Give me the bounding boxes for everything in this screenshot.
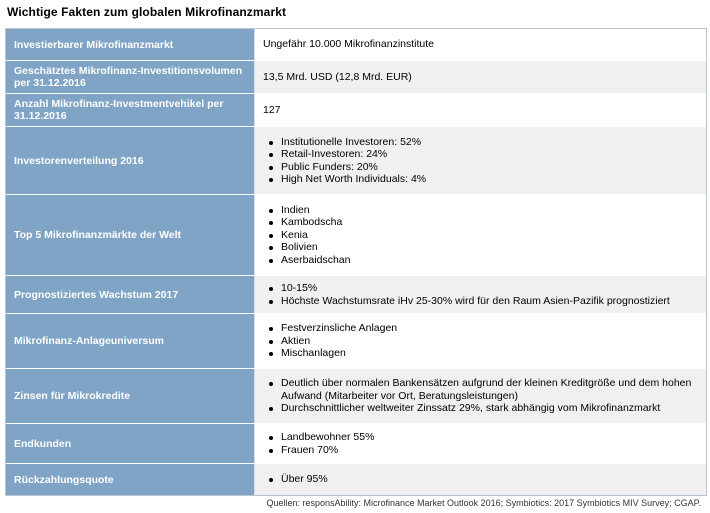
list-item: Landbewohner 55% (281, 431, 375, 443)
row-value (254, 369, 706, 424)
row-value: Ungefähr 10.000 Mikrofinanzinstitute (254, 29, 706, 61)
row-label: Top 5 Mikrofinanzmärkte der Welt (6, 195, 254, 276)
row-value (254, 195, 706, 276)
row-value: 13,5 Mrd. USD (12,8 Mrd. EUR) (254, 61, 706, 94)
list-item: Kambodscha (281, 216, 350, 229)
list-item: Höchste Wachstumsrate iHv 25-30% wird für den Raum Asien-Pazifik prognostiziert (281, 294, 670, 307)
row-label: Rückzahlungsquote (6, 464, 254, 495)
list-item: Aktien (281, 335, 397, 348)
page-title: Wichtige Fakten zum globalen Mikrofinanzmarkt (7, 5, 287, 19)
table-row (6, 369, 706, 424)
table-row (6, 424, 706, 464)
row-value (254, 276, 706, 314)
table-row (6, 29, 706, 61)
table-row (6, 127, 706, 195)
row-label: Investierbarer Mikrofinanzmarkt (6, 29, 254, 61)
row-label: Prognostiziertes Wachstum 2017 (6, 276, 254, 314)
list-item: Frauen 70% (281, 444, 374, 457)
row-label: Investorenverteilung 2016 (6, 127, 254, 195)
row-value (254, 314, 706, 369)
list-item: Public Funders: 20% (281, 161, 426, 174)
bullet-list (263, 322, 397, 360)
list-item: Retail-Investoren: 24% (281, 148, 426, 161)
facts-table (5, 28, 707, 496)
bullet-list (263, 473, 328, 486)
list-item: 10-15% (281, 282, 670, 295)
list-item: High Net Worth Individuals: 4% (281, 173, 427, 185)
list-item: Bolivien (281, 241, 350, 254)
table-row (6, 464, 706, 495)
row-value (254, 464, 706, 495)
list-item: Mischanlagen (281, 347, 397, 360)
list-item: Aserbaidschan (281, 253, 351, 266)
table-row (6, 314, 706, 369)
row-label: Mikrofinanz-Anlageuniversum (6, 314, 254, 369)
source-note: Quellen: responsAbility: Microfinance Market Outlook 2016; Symbiotics: 2017 Symbiotics MIV Survey; CGAP. (266, 498, 701, 508)
row-value (254, 424, 706, 464)
list-item: Kenia (281, 229, 350, 242)
list-item: Über 95% (281, 473, 328, 486)
bullet-list (263, 136, 426, 186)
bullet-list (263, 377, 696, 415)
list-item: Deutlich über normalen Bankensätzen aufgrund der kleinen Kreditgröße und dem hohen Aufwand (Mitarbeiter vor Ort, Beratungsleistungen) (281, 377, 696, 402)
row-label: Endkunden (6, 424, 254, 464)
table-row (6, 276, 706, 314)
row-label: Geschätztes Mikrofinanz-Investitionsvolumen per 31.12.2016 (6, 61, 254, 94)
table-row (6, 61, 706, 94)
list-item: Institutionelle Investoren: 52% (281, 136, 426, 149)
list-item: Durchschnittlicher weltweiter Zinssatz 29%, stark abhängig vom Mikrofinanzmarkt (281, 402, 696, 415)
row-value: 127 (254, 94, 706, 127)
bullet-list (263, 431, 374, 456)
row-value (254, 127, 706, 195)
bullet-list (263, 204, 350, 267)
bullet-list (263, 282, 670, 307)
row-label: Zinsen für Mikrokredite (6, 369, 254, 424)
list-item: Festverzinsliche Anlagen (281, 322, 398, 335)
table-row (6, 195, 706, 276)
row-label: Anzahl Mikrofinanz-Investmentvehikel per 31.12.2016 (6, 94, 254, 127)
table-row (6, 94, 706, 127)
list-item: Indien (281, 204, 350, 217)
